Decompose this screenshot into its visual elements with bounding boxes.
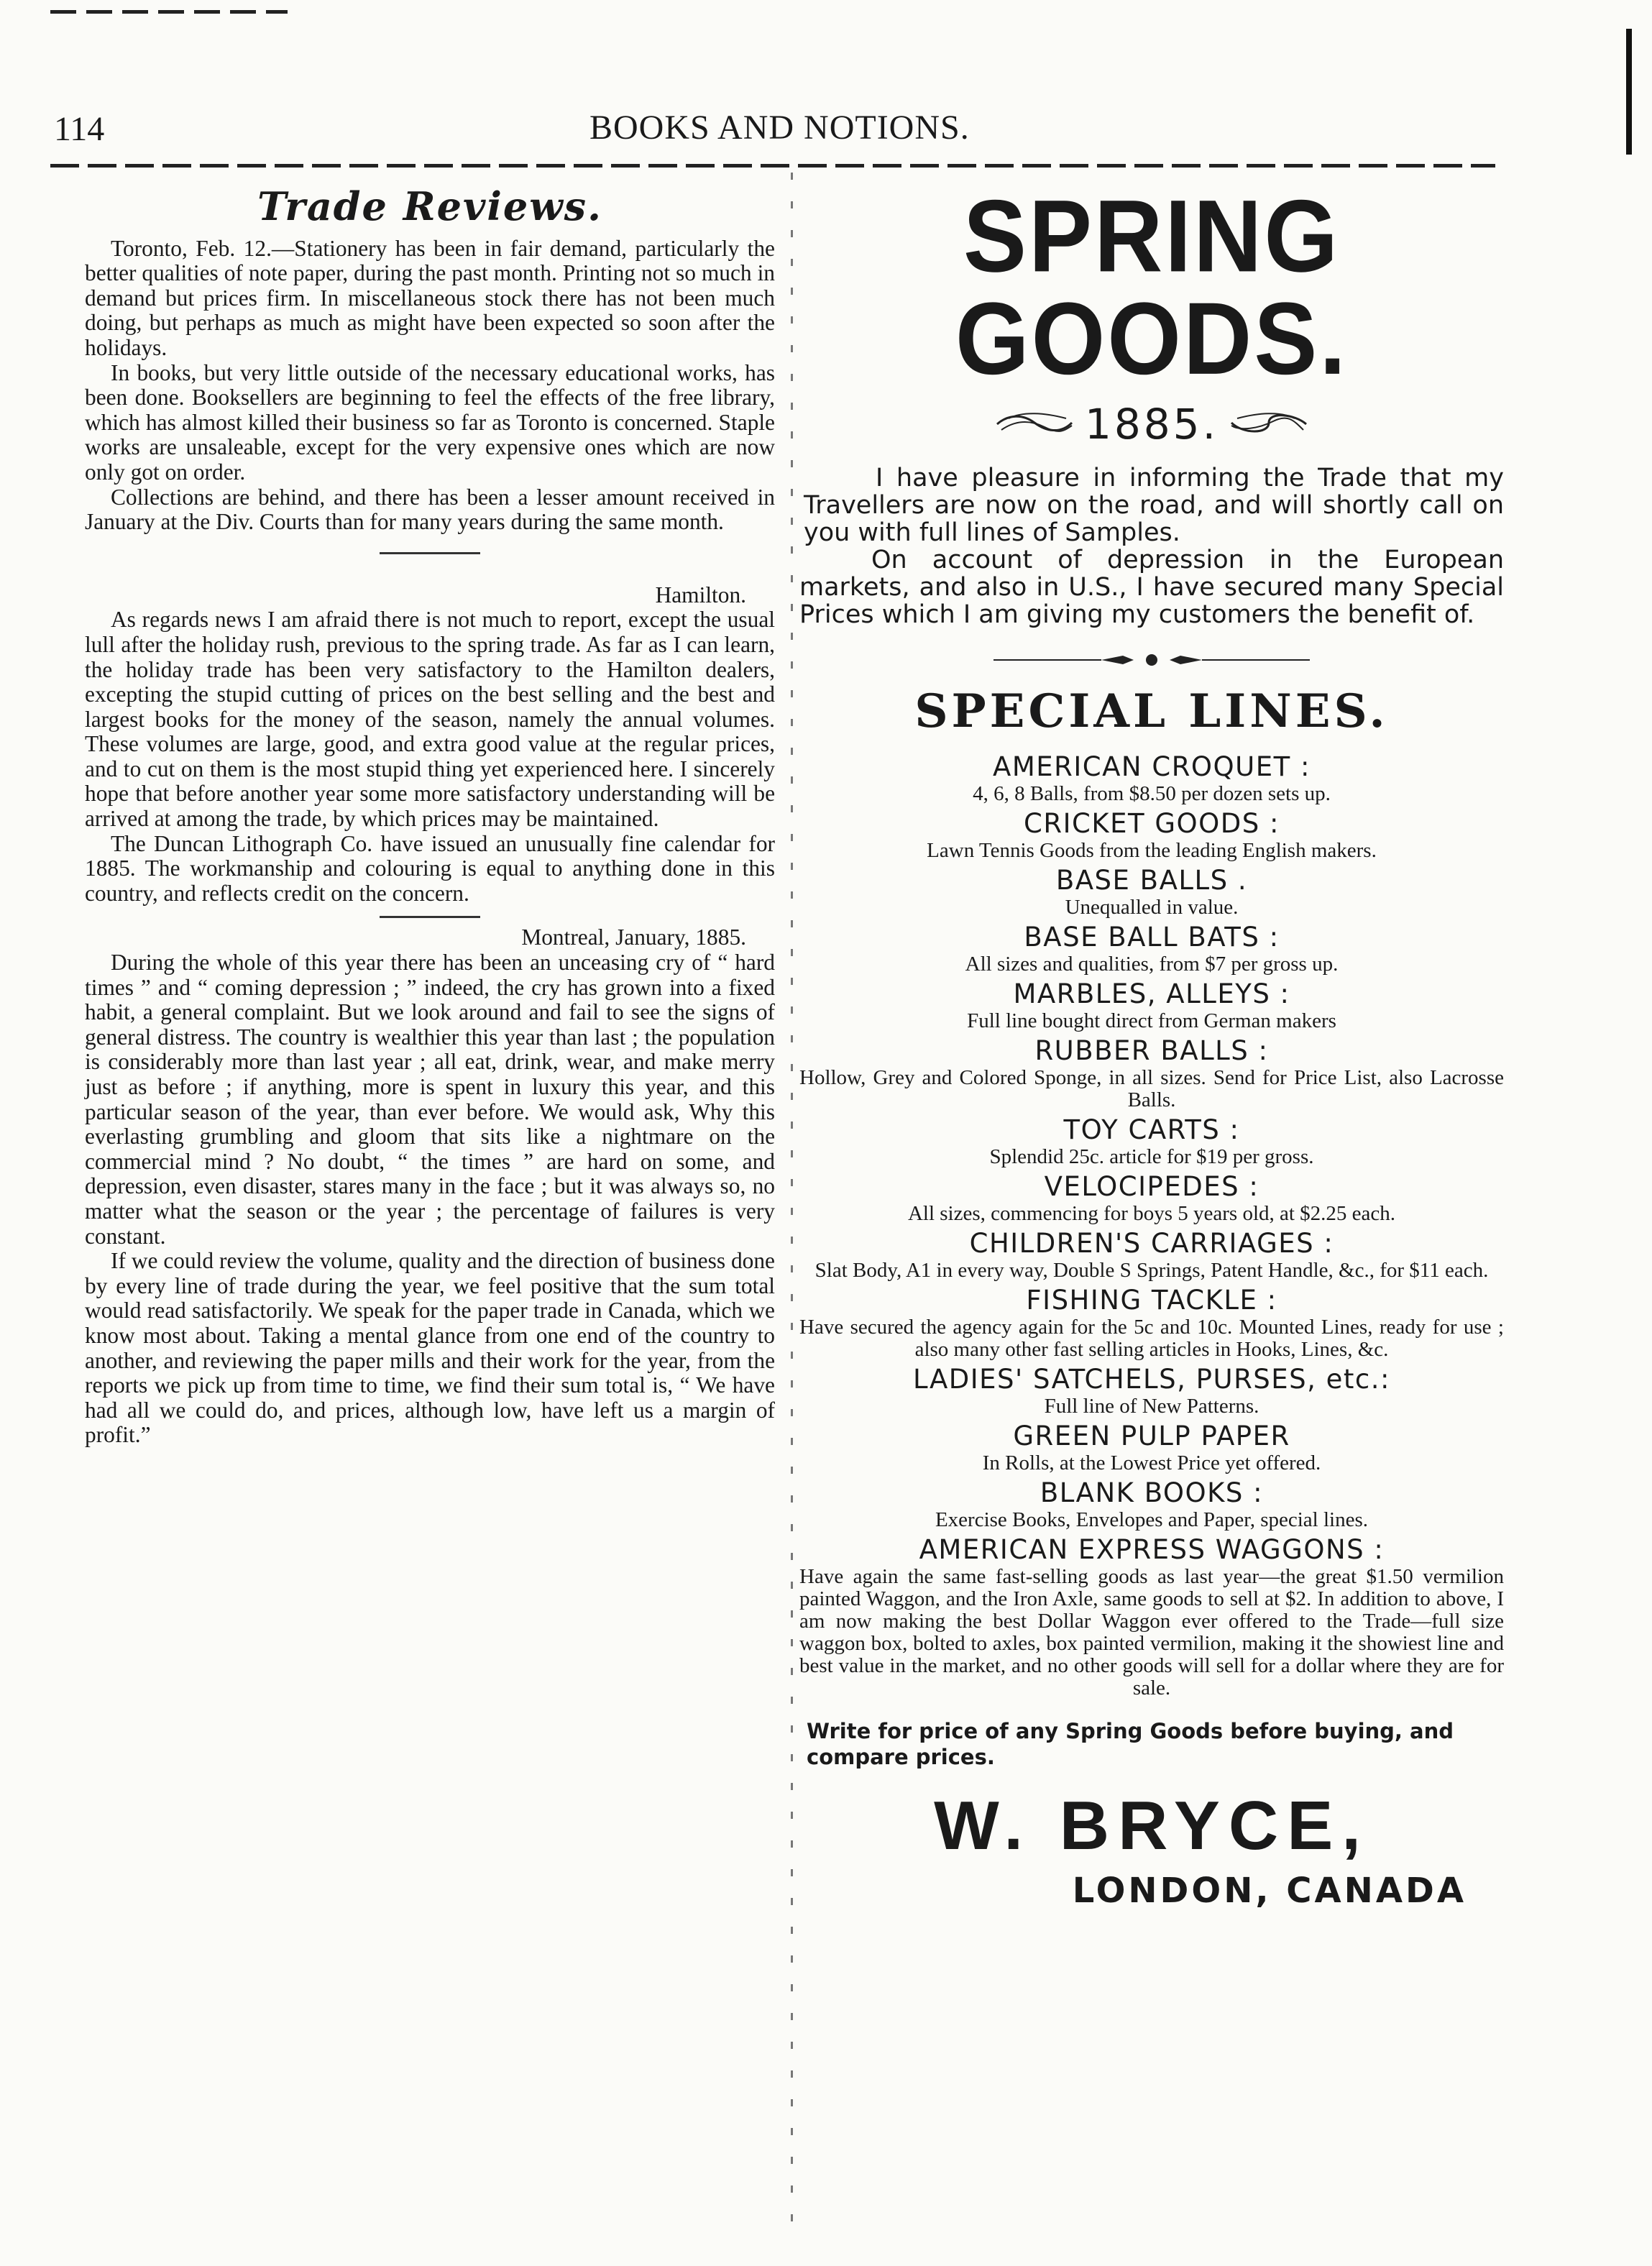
line-item-desc: Slat Body, A1 in every way, Double S Springs, Patent Handle, &c., for $11 each. — [814, 1259, 1489, 1282]
line-item-desc: 4, 6, 8 Balls, from $8.50 per dozen sets up. — [973, 782, 1331, 805]
line-item-name: CRICKET GOODS : — [1024, 808, 1280, 839]
line-item-name: AMERICAN CROQUET : — [993, 751, 1311, 782]
line-item-name: CHILDREN'S CARRIAGES : — [969, 1228, 1334, 1259]
section-separator — [380, 552, 480, 554]
line-item-desc: Have secured the agency again for the 5c and 10c. Mounted Lines, ready for use ; also many other fast selling articles in Hooks, Lines, &c. — [799, 1316, 1504, 1361]
running-title: BOOKS AND NOTIONS. — [589, 109, 970, 147]
montreal-dateline: Montreal, January, 1885. — [521, 925, 746, 950]
line-item-name: FISHING TACKLE : — [1026, 1285, 1277, 1316]
ad-intro-paragraph: I have pleasure in informing the Trade that my Travellers are now on the road, and will shortly call on you with full lines of Samples. — [804, 464, 1504, 547]
ad-year: 1885. — [1084, 400, 1219, 449]
page-number: 114 — [54, 110, 105, 148]
ornamental-divider — [799, 653, 1504, 667]
section-title: Trade Reviews. — [257, 183, 602, 229]
ad-intro-paragraph: On account of depression in the European markets, and also in U.S., I have secured many Special Prices which I am giving my customers the benefit of. — [799, 546, 1504, 629]
line-item-desc: Lawn Tennis Goods from the leading English makers. — [927, 839, 1377, 862]
line-item-name: LADIES' SATCHELS, PURSES, etc.: — [913, 1364, 1390, 1395]
montreal-paragraph: During the whole of this year there has been an unceasing cry of “ hard times ” and “ coming depression ; ” indeed, the cry has grown into a fixed habit, a general complaint. But we look around and fail to see the signs of general distress. The country is wealthier this year than last ; the population is considerably more than last year ; all eat, drink, wear, and make merry just as before ; if anything, more is spent in luxury this year, and this particular season of the year, than ever before. We would ask, Why this everlasting grumbling and gloom that sits like a nightmare on the commercial mind ? No doubt, “ the times ” are hard on some, and depression, even disaster, stares many in the face ; but it was always so, no matter what the season or the year ; the percentage of failures is very constant. — [85, 950, 775, 1249]
line-item-desc: All sizes, commencing for boys 5 years old, at $2.25 each. — [907, 1202, 1396, 1225]
line-item-desc: Have again the same fast-selling goods as last year—the great $1.50 vermilion painted Waggon, and the Iron Axle, same goods to sell at $2. In addition to above, I am now making the best Dollar Waggon ever offered to the Trade—full size waggon box, bolted to axles, box painted vermilion, making it the showiest line and best value in the market, and no other goods will sell for a dollar where they are for sale. — [799, 1565, 1504, 1700]
margin-bar — [1626, 29, 1632, 155]
ad-headline: SPRING GOODS. — [955, 178, 1349, 396]
line-item-desc: Unequalled in value. — [1065, 896, 1239, 919]
line-item-desc: Full line of New Patterns. — [1044, 1395, 1259, 1418]
line-item-desc: Full line bought direct from German makers — [967, 1009, 1336, 1032]
left-flourish-icon — [994, 410, 1075, 439]
line-item-name: BASE BALL BATS : — [1024, 922, 1280, 953]
line-item-desc: Exercise Books, Envelopes and Paper, special lines. — [935, 1508, 1369, 1531]
column-divider — [791, 173, 793, 2229]
line-item-name: MARBLES, ALLEYS : — [1013, 978, 1290, 1009]
ad-year-row — [799, 400, 1504, 449]
line-item-name: TOY CARTS : — [1063, 1114, 1240, 1145]
special-lines-heading: SPECIAL LINES. — [914, 684, 1389, 738]
line-item-desc: All sizes and qualities, from $7 per gross up. — [965, 953, 1339, 976]
line-item-name: GREEN PULP PAPER — [1013, 1421, 1290, 1451]
trade-reviews-column — [85, 183, 775, 1448]
header-rule — [50, 164, 1495, 168]
montreal-paragraph: If we could review the volume, quality and the direction of business done by every line of trade during the year, we feel positive that the sum total would read satisfactorily. We speak for the paper trade in Canada, which we know most about. Taking a mental glance from one end of the country to another, and reviewing the paper mills and their work for the year, from the reports we pick up from time to time, we find their sum total is, “ We have had all we could do, and prices, although low, have left us a margin of profit.” — [85, 1248, 775, 1448]
special-lines-list — [799, 751, 1504, 1700]
line-item-desc: In Rolls, at the Lowest Price yet offered. — [982, 1451, 1321, 1474]
line-item-desc: Splendid 25c. article for $19 per gross. — [989, 1145, 1314, 1168]
right-flourish-icon — [1229, 410, 1309, 439]
toronto-paragraph: In books, but very little outside of the necessary educational works, has been done. Booksellers are beginning to feel the effects of the free library, which has almost killed their business so far as Toronto is concerned. Staple works are unsaleable, except for the very expensive ones which are now only got on order. — [85, 359, 775, 485]
spring-goods-advertisement — [799, 178, 1504, 1911]
line-item-name: RUBBER BALLS : — [1034, 1035, 1269, 1066]
line-item-desc: Hollow, Grey and Colored Sponge, in all sizes. Send for Price List, also Lacrosse Balls. — [799, 1066, 1504, 1111]
hamilton-paragraph: The Duncan Lithograph Co. have issued an unusually fine calendar for 1885. The workmanship and colouring is equal to anything done in this country, and reflects credit on the concern. — [85, 830, 775, 906]
hamilton-paragraph: As regards news I am afraid there is not much to report, except the usual lull after the holiday rush, previous to the spring trade. As far as I can learn, the holiday trade has been very satisfactory to the Hamilton dealers, excepting the stupid cutting of prices on the best selling and the best and largest books for the money of the season, namely the annual volumes. These volumes are large, good, and extra good value at the regular prices, and to cut on them is the most stupid thing yet experienced here. I sincerely hope that before another year some more satisfactory understanding will be arrived at among the trade, by which prices may be maintained. — [85, 607, 775, 832]
advertiser-location: LONDON, CANADA — [1072, 1871, 1467, 1911]
top-dash-rule — [50, 10, 288, 14]
line-item-name: VELOCIPEDES : — [1044, 1171, 1259, 1202]
line-item-name: BLANK BOOKS : — [1040, 1477, 1264, 1508]
section-separator — [380, 916, 480, 918]
closing-note: Write for price of any Spring Goods before buying, and compare prices. — [807, 1719, 1454, 1769]
line-item-name: BASE BALLS . — [1055, 865, 1248, 896]
ornament-icon — [994, 653, 1310, 667]
line-item-name: AMERICAN EXPRESS WAGGONS : — [919, 1534, 1385, 1565]
advertiser-signature: W. BRYCE, — [934, 1787, 1369, 1864]
hamilton-dateline: Hamilton. — [655, 582, 746, 607]
toronto-paragraph: Toronto, Feb. 12.—Stationery has been in fair demand, particularly the better qualities of note paper, during the past month. Printing not so much in demand but prices firm. In miscellaneous stock there has not been much doing, but perhaps as much as might have been expected so soon after the holidays. — [85, 235, 775, 360]
toronto-paragraph: Collections are behind, and there has been a lesser amount received in January at the Div. Courts than for many years during the same month. — [85, 484, 775, 535]
